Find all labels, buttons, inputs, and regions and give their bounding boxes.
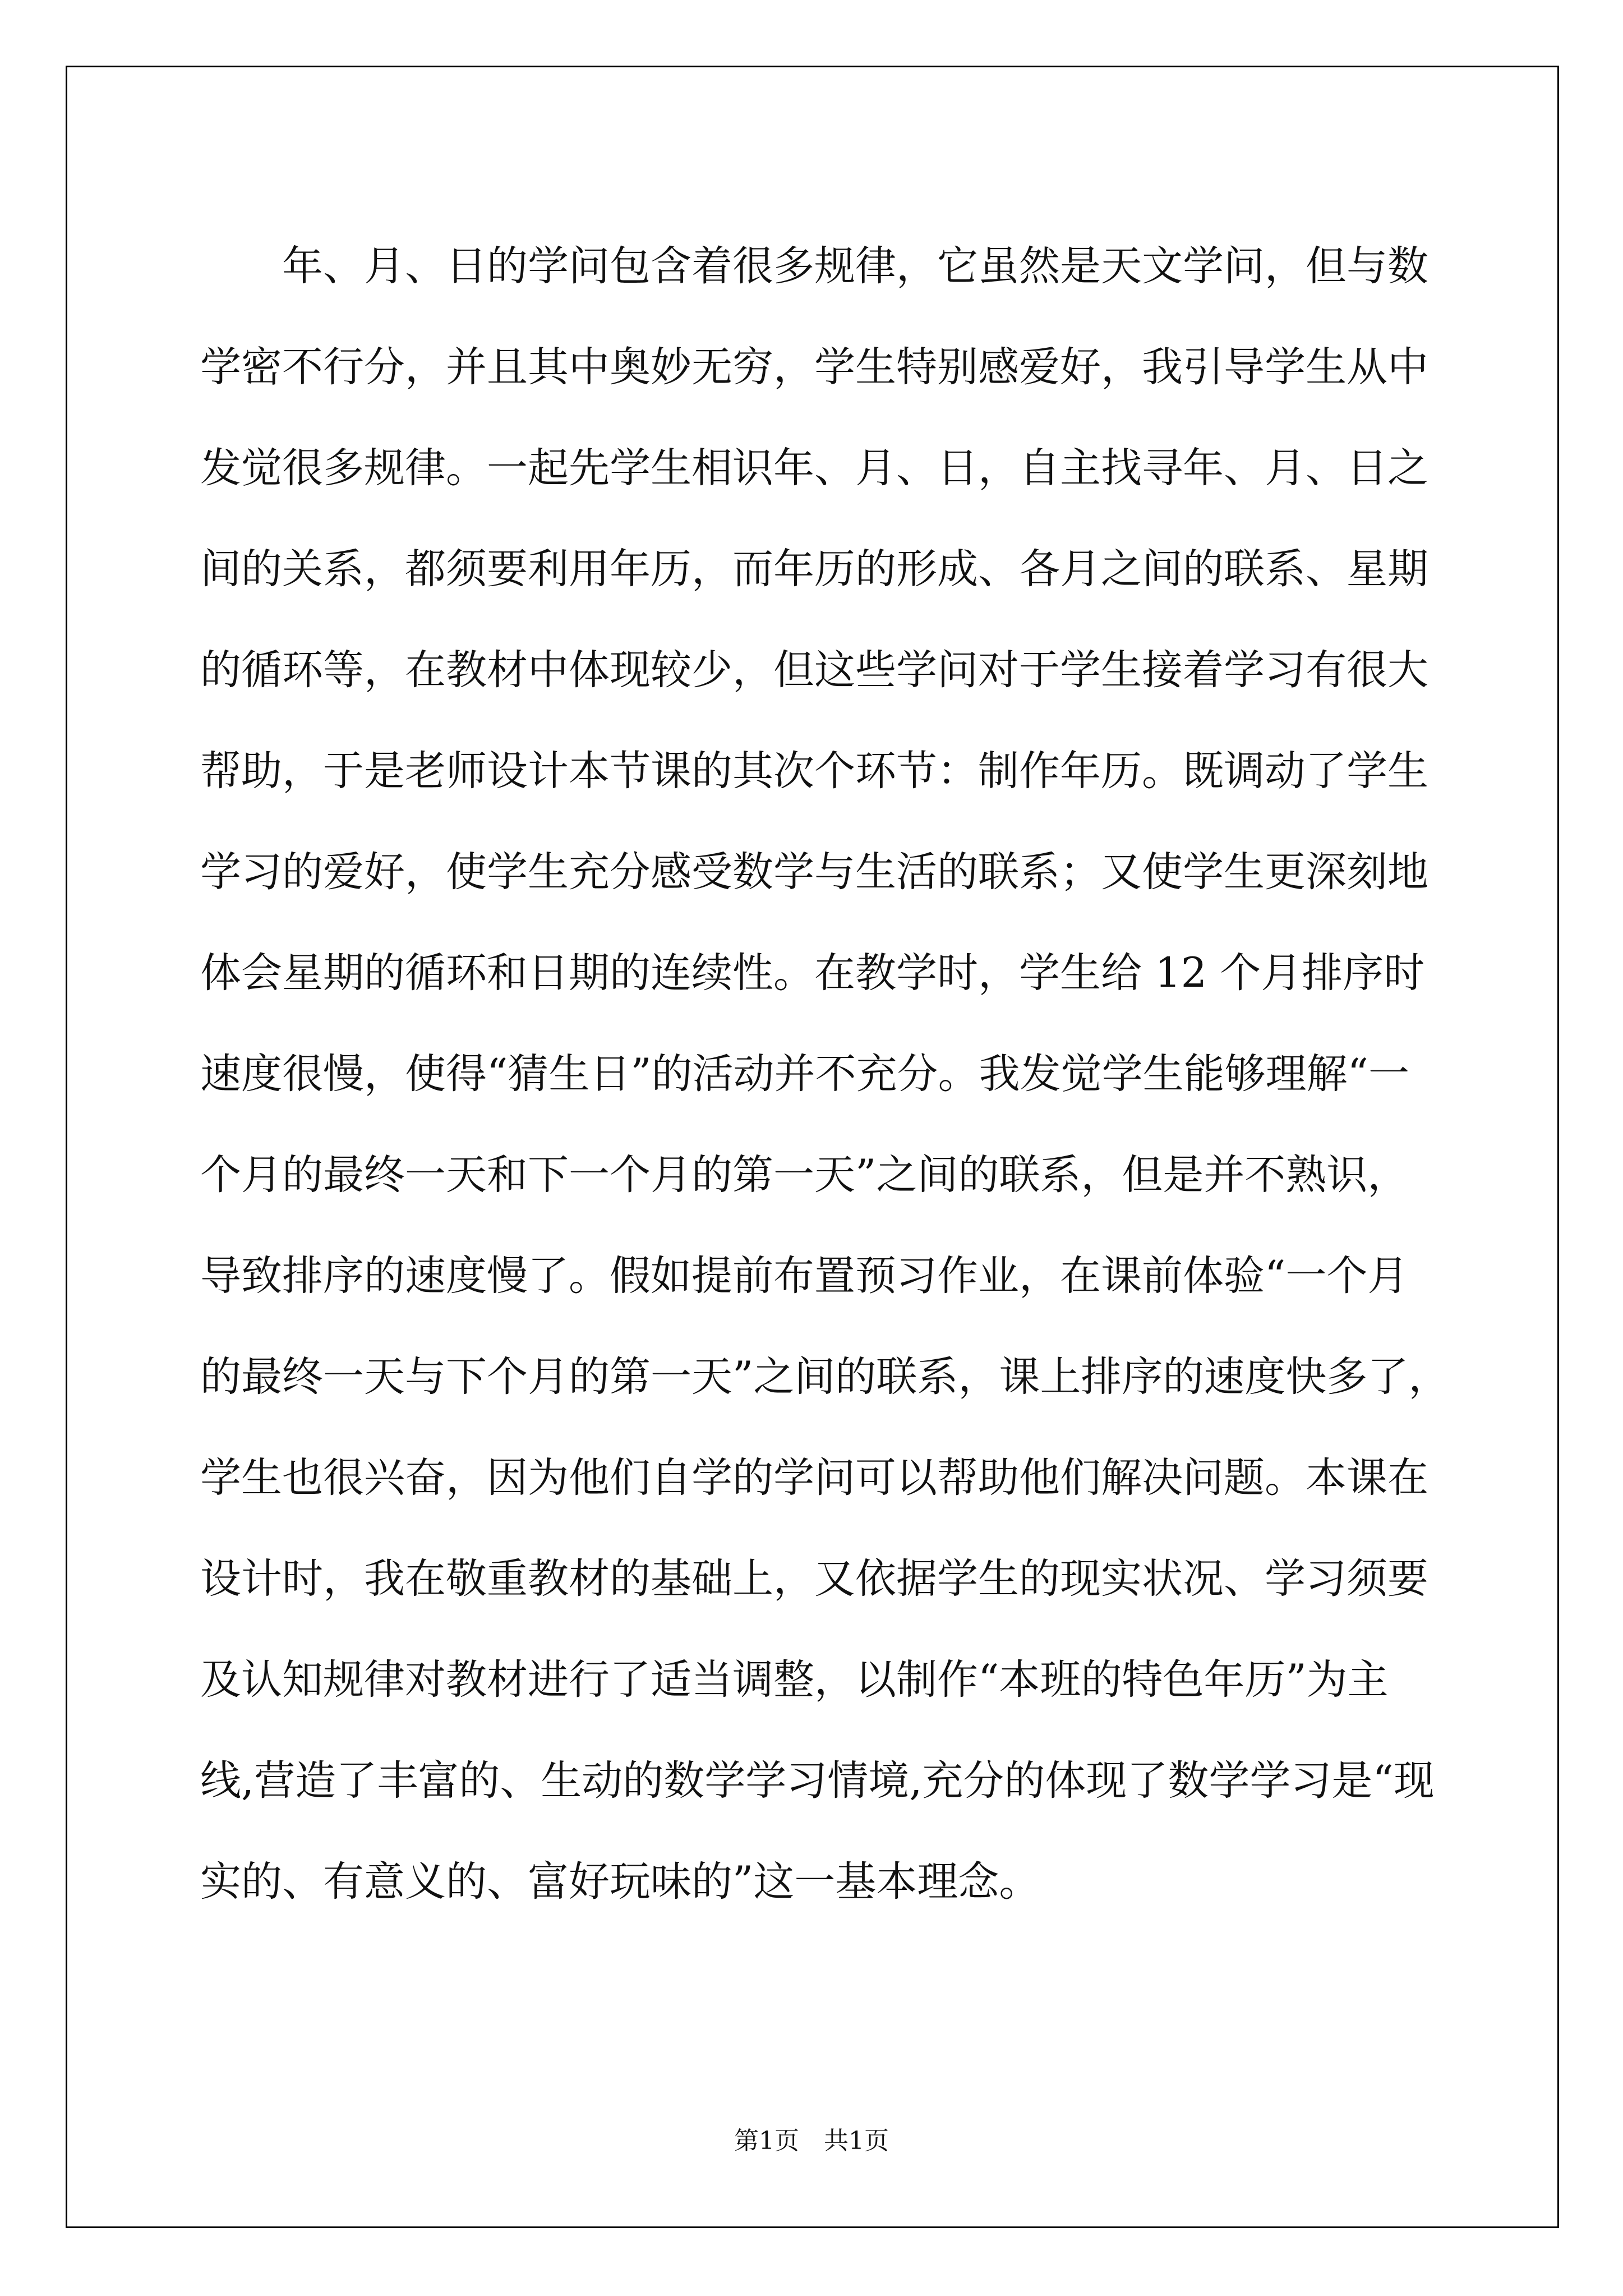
paragraph-line: 速度很慢，使得“猜生日”的活动并不充分。我发觉学生能够理解“一 bbox=[200, 1050, 1409, 1098]
paragraph-line: 帮助，于是老师设计本节课的其次个环节：制作年历。既调动了学生 bbox=[200, 747, 1428, 795]
paragraph-line: 发觉很多规律。一起先学生相识年、月、日，自主找寻年、月、日之 bbox=[200, 444, 1428, 492]
paragraph-line: 间的关系，都须要利用年历，而年历的形成、各月之间的联系、星期 bbox=[200, 545, 1428, 593]
paragraph-line: 实的、有意义的、富好玩味的”这一基本理念。 bbox=[200, 1858, 1040, 1906]
paragraph-line: 年、月、日的学问包含着很多规律，它虽然是天文学问，但与数 bbox=[282, 242, 1428, 290]
paragraph-line: 的最终一天与下个月的第一天”之间的联系，课上排序的速度快多了， bbox=[200, 1353, 1450, 1401]
paragraph-line: 的循环等，在教材中体现较少，但这些学问对于学生接着学习有很大 bbox=[200, 646, 1428, 694]
paragraph-line: 个月的最终一天和下一个月的第一天”之间的联系，但是并不熟识， bbox=[200, 1151, 1409, 1199]
paragraph-line: 及认知规律对教材进行了适当调整，以制作“本班的特色年历”为主 bbox=[200, 1656, 1389, 1704]
paragraph-line: 学密不行分，并且其中奥妙无穷，学生特别感爱好，我引导学生从中 bbox=[200, 343, 1428, 391]
paragraph-line: 设计时，我在敬重教材的基础上，又依据学生的现实状况、学习须要 bbox=[200, 1555, 1428, 1603]
paragraph-line: 学生也很兴奋，因为他们自学的学问可以帮助他们解决问题。本课在 bbox=[200, 1454, 1428, 1502]
paragraph-line: 学习的爱好，使学生充分感受数学与生活的联系；又使学生更深刻地 bbox=[200, 848, 1428, 896]
page-number-footer: 第1页 共1页 bbox=[734, 2127, 889, 2155]
paragraph-line: 导致排序的速度慢了。假如提前布置预习作业，在课前体验“一个月 bbox=[200, 1252, 1409, 1300]
paragraph-line: 体会星期的循环和日期的连续性。在教学时，学生给 12 个月排序时 bbox=[200, 949, 1425, 997]
paragraph-line: 线,营造了丰富的、生动的数学学习情境,充分的体现了数学学习是“现 bbox=[200, 1757, 1435, 1805]
document-body bbox=[200, 216, 1469, 1932]
